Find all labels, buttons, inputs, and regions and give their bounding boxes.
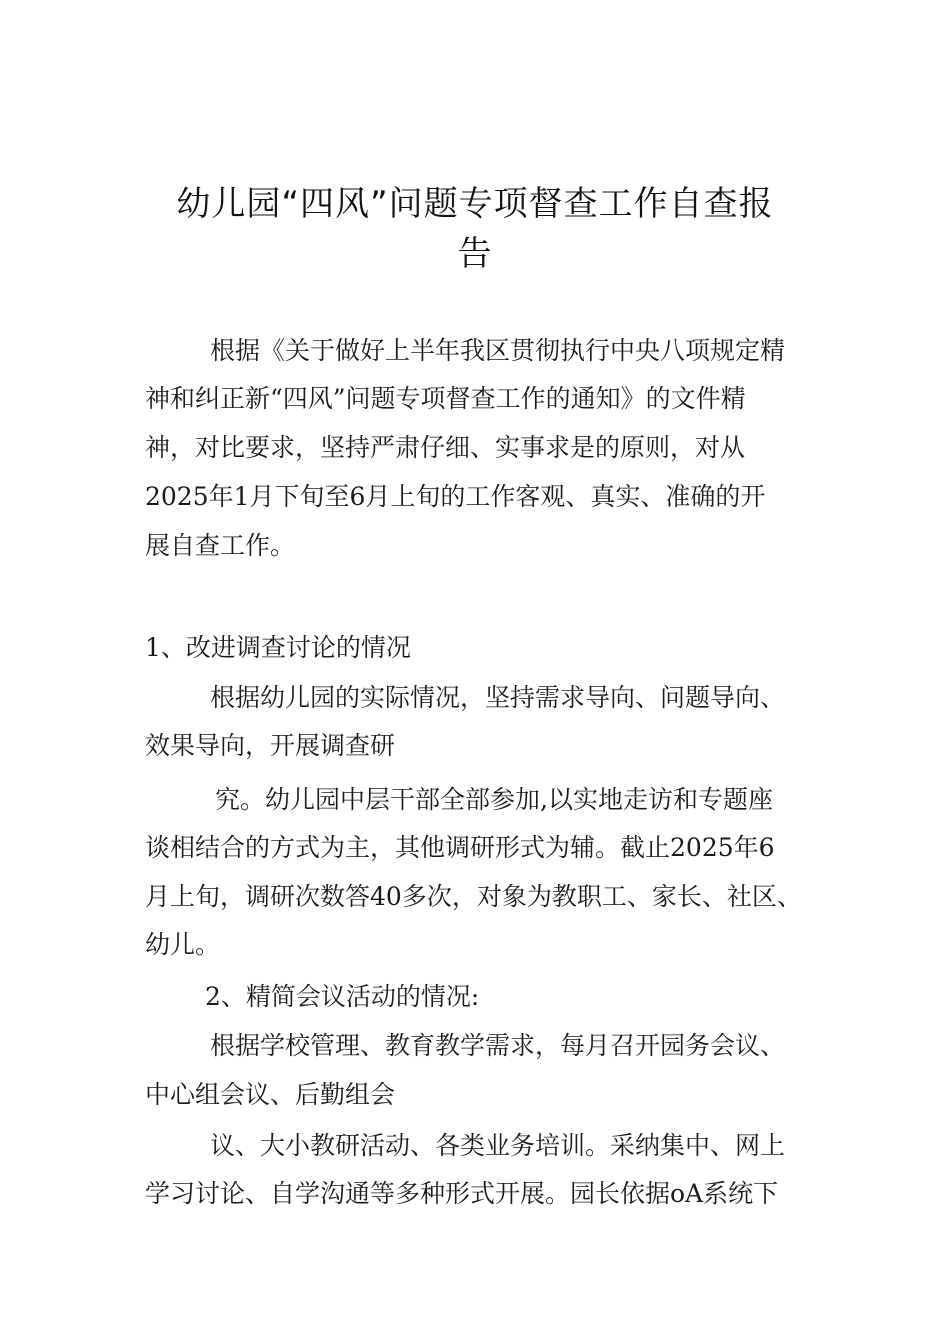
paragraph-line: 根据学校管理、教育教学需求，每月召开园务会议、	[210, 1031, 786, 1060]
paragraph-line: 谈相结合的方式为主，其他调研形式为辅。截止2025年6	[145, 833, 775, 862]
paragraph-line: 议、大小教研活动、各类业务培训。采纳集中、网上	[210, 1131, 786, 1160]
paragraph-line: 月上旬，调研次数答40多次，对象为教职工、家长、社区、	[145, 882, 802, 911]
paragraph-line: 根据幼儿园的实际情况，坚持需求导向、问题导向、	[210, 683, 786, 712]
paragraph-line: 2025年1月下旬至6月上旬的工作客观、真实、准确的开	[145, 482, 766, 511]
document-title-line-1: 幼儿园“四风”问题专项督查工作自查报	[176, 184, 774, 224]
paragraph-line: 中心组会议、后勤组会	[145, 1080, 396, 1109]
paragraph-line: 展自查工作。	[145, 531, 296, 560]
paragraph-line: 学习讨论、自学沟通等多种形式开展。园长依据oA系统下	[145, 1179, 779, 1208]
paragraph-line: 幼儿。	[145, 930, 221, 959]
document-title-line-2: 告	[457, 234, 493, 274]
paragraph-line: 究。幼儿园中层干部全部参加,以实地走访和专题座	[215, 785, 773, 814]
paragraph-line: 神，对比要求，坚持严肃仔细、实事求是的原则，对从	[145, 433, 746, 462]
paragraph-line: 根据《关于做好上半年我区贯彻执行中央八项规定精	[210, 336, 786, 365]
section-heading: 2、精简会议活动的情况:	[205, 982, 480, 1011]
paragraph-line: 神和纠正新“四风”问题专项督查工作的通知》的文件精	[145, 384, 746, 413]
paragraph-line: 效果导向，开展调查研	[145, 731, 396, 760]
section-heading: 1、改进调查讨论的情况	[145, 633, 411, 662]
